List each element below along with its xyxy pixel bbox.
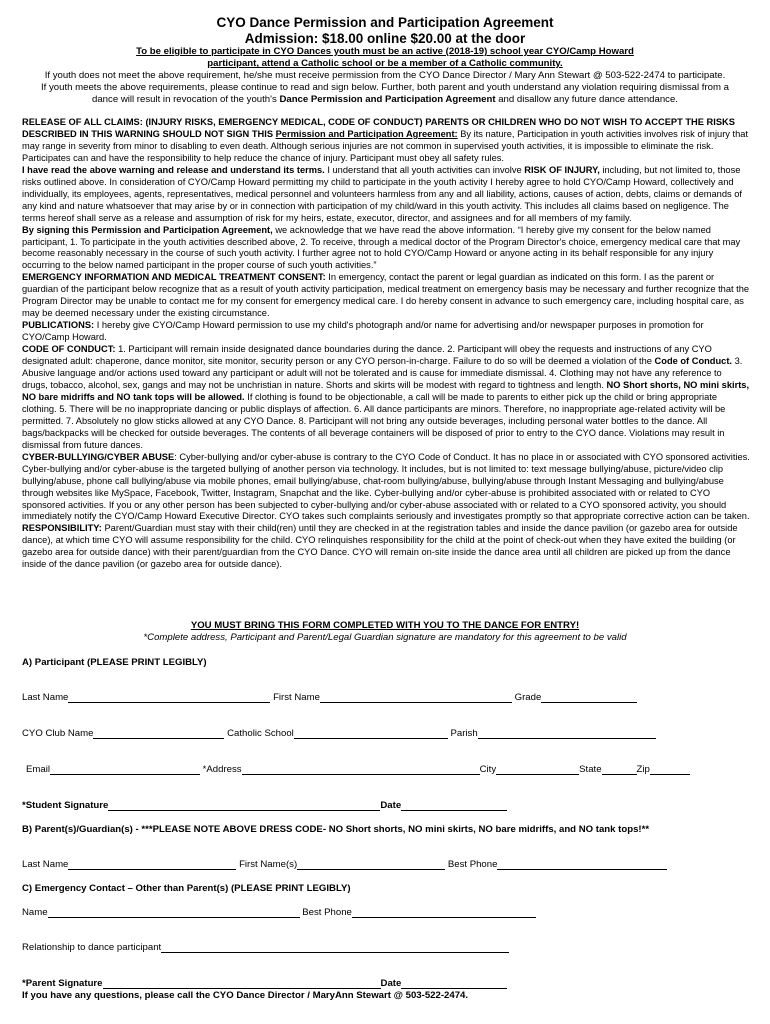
student-signature-field[interactable]: [108, 800, 380, 811]
address-field[interactable]: [242, 764, 480, 775]
release-heading: RELEASE OF ALL CLAIMS: (INJURY RISKS, EMERGENCY MEDICAL, CODE OF CONDUCT) PARENTS OR CHILDREN WHO DO NOT WISH TO ACCEPT THE RISKS DESCRIBED IN THIS WARNING SHOULD NOT SIGN THIS: [22, 117, 735, 139]
mandatory-notice: *Complete address, Participant and Parent/Legal Guardian signature are mandatory for this agreement to be valid: [143, 632, 627, 643]
bring-form-notice: YOU MUST BRING THIS FORM COMPLETED WITH YOU TO THE DANCE FOR ENTRY!: [190, 620, 580, 631]
conduct-text-end: If clothing is found to be objectionable, a call will be made to parents to either pick up the child or bring appropriate clothing. 5. There will be no inappropriate dancing or public displays of affection. 6. All dance participants are minors. Therefore, no inappropriate age-related activity will be permitted. 7. Absolutely no glow sticks allowed at any CYO Dance. 8. Participant will not bring any outside beverages, including personal water bottles to the dance. All bags/backpacks will be checked for outside beverages. The contents of all beverage containers will be disposed of prior to entry to the CYO dance. Violations may result in dismissal from future dances.: [22, 391, 726, 450]
city-label: City: [479, 764, 497, 775]
participant-school-row: [22, 728, 656, 740]
catholic-school-field[interactable]: [294, 728, 448, 739]
conduct-text: 1. Participant will remain inside designated dance boundaries during the dance. 2. Participant will obey the requests and instructions of any CYO designated adult: chaperone, dance monitor, site monitor, security person or any CYO person-in-charge. Failure to do so will be deemed a violation of the: [22, 344, 712, 367]
relationship-row: [22, 942, 509, 954]
conduct-heading: CODE OF CONDUCT:: [22, 344, 116, 355]
publications-text: I hereby give CYO/Camp Howard permission to use my child's photograph and/or name for advertising and/or newspaper purposes in promotion for CYO/Camp Howard.: [22, 320, 704, 343]
release-paragraph: [22, 117, 750, 165]
email-label: Email: [26, 764, 50, 775]
publications-paragraph: [22, 320, 750, 344]
last-name-field[interactable]: [68, 692, 270, 703]
email-field[interactable]: [50, 764, 200, 775]
parent-date-label: Date: [380, 978, 402, 989]
admission-price: Admission: $18.00 online $20.00 at the door: [244, 31, 526, 46]
state-field[interactable]: [602, 764, 637, 775]
parent-date-field[interactable]: [401, 978, 507, 989]
emergency-row: [22, 907, 536, 919]
agreement-name-bold: Dance Permission and Participation Agreement: [279, 94, 496, 105]
state-label: State: [579, 764, 602, 775]
emergency-heading: C) Emergency Contact – Other than Parent(s) (PLEASE PRINT LEGIBLY): [22, 883, 351, 894]
warning-text: I understand that all youth activities can involve: [324, 164, 525, 175]
grade-label: Grade: [514, 692, 542, 703]
dress-code-bold: NO Short shorts, NO mini skirts, NO bare midriffs and NO tank tops will be allowed.: [22, 379, 750, 402]
release-body: [22, 117, 750, 571]
release-text: By its nature, Participation in youth activities involves risk of injury that may range in severity from minor to disabling to even death. Although serious injuries are not common in supervised youth activities, it is impossible to eliminate the risk. Participates can and have the responsibility to help reduce the chance of injury. Participant must obey all safety rules.: [22, 128, 749, 163]
participant-heading: A) Participant (PLEASE PRINT LEGIBLY): [22, 657, 207, 668]
parent-first-names-field[interactable]: [297, 859, 445, 870]
info-line-2: If youth meets the above requirements, please continue to read and sign below. Further, both parent and youth understand any violation requiring dismissal from a: [41, 82, 729, 93]
emergency-text: In emergency, contact the parent or legal guardian as indicated on this form. I as the parent or guardian of the participant below recognize that as a result of youth activity participation, medical treatment on emergency basis may be necessary and further recognize that the Program Director may be unable to contact me for my consent for emergency medical care. I do hereby consent in advance to such emergency care, including hospital care, as may be deemed necessary under the existing circumstance.: [22, 272, 750, 319]
parents-row: [22, 859, 667, 871]
conduct-code-bold: Code of Conduct.: [654, 356, 733, 367]
emergency-paragraph: [22, 272, 750, 320]
student-signature-label: *Student Signature: [22, 800, 109, 811]
cyber-heading: CYBER-BULLYING/CYBER ABUSE: [22, 451, 175, 462]
student-date-field[interactable]: [401, 800, 507, 811]
emergency-name-label: Name: [22, 907, 48, 918]
publications-heading: PUBLICATIONS:: [22, 320, 95, 331]
parents-heading: B) Parent(s)/Guardian(s) - ***PLEASE NOTE ABOVE DRESS CODE- NO Short shorts, NO mini skirts, NO bare midriffs, and NO tank tops!**: [22, 824, 650, 835]
student-signature-row: [22, 800, 507, 812]
parent-phone-label: Best Phone: [447, 859, 498, 870]
risk-of-injury: RISK OF INJURY,: [524, 164, 600, 175]
grade-field[interactable]: [541, 692, 637, 703]
info-line-1: If youth does not meet the above requirement, he/she must receive permission from the CYO Dance Director / Mary Ann Stewart @ 503-522-2474 to participate.: [44, 70, 726, 81]
parent-signature-field[interactable]: [103, 978, 381, 989]
club-name-label: CYO Club Name: [22, 728, 94, 739]
warning-text-cont: including, but not limited to, those risks outlined above. In consideration of CYO/Camp Howard permitting my child to participate in the youth activity I hereby agree to hold CYO/Camp Howard, collectively and individually, its employees, agents, representatives, medical personnel and volunteers harmless from any and all liability, actions, causes of action, debts, claims or demands of any kind and nature whatsoever that may arise by or in connection with participation of my child/ward in this youth activity. This includes all claims based on negligence. The terms hereof shall serve as a release and assumption of risk for my heirs, estate, executor, director, and assignees and for all members of my family.: [22, 164, 743, 223]
info-line-3: [0, 94, 770, 106]
signing-heading: By signing this Permission and Participation Agreement,: [22, 224, 273, 235]
form-title: CYO Dance Permission and Participation Agreement: [216, 15, 554, 30]
catholic-school-label: Catholic School: [227, 728, 294, 739]
release-agreement-link: Permission and Participation Agreement:: [275, 128, 458, 139]
emergency-phone-field[interactable]: [352, 907, 536, 918]
zip-field[interactable]: [650, 764, 690, 775]
participant-address-row: [22, 764, 690, 776]
first-name-label: First Name: [273, 692, 320, 703]
warning-heading: I have read the above warning and release and understand its terms.: [22, 164, 325, 175]
cyber-paragraph: [22, 452, 750, 524]
cyber-text: : Cyber-bullying and/or cyber-abuse is contrary to the CYO Code of Conduct. It has no place in or associated with CYO sponsored activities. Cyber-bullying and/or cyber-abuse is the targeted bullying of another person via technology. It includes, but is not limited to: text message bullying/abuse, picture/video clip bullying/abuse, phone call bullying/abuse via mobile phones, email bullying/abuse, chat-room bullying/abuse, bullying/abuse through Instant Messaging and bullying/abuse through websites like MySpace, Facebook, Twitter, Instagram, Snapchat and the like. Cyber-bullying and/or cyber-abuse is prohibited associated with or related to CYO sponsored activities. If you or any other person has been subjected to cyber-bullying and/or cyber-abuse associated with or related to a CYO sponsored activity, you should immediately notify the CYO/Camp Howard Executive Director. CYO takes such complaints seriously and investigates promptly so that appropriate corrective action can be taken.: [22, 451, 750, 522]
parent-phone-field[interactable]: [497, 859, 667, 870]
participant-name-row: [22, 692, 637, 704]
relationship-label: Relationship to dance participant: [22, 942, 162, 953]
questions-footer: If you have any questions, please call the CYO Dance Director / MaryAnn Stewart @ 503-522-2474.: [22, 990, 469, 1001]
emergency-heading: EMERGENCY INFORMATION AND MEDICAL TREATMENT CONSENT:: [22, 272, 326, 283]
parent-signature-label: *Parent Signature: [22, 978, 103, 989]
city-field[interactable]: [496, 764, 579, 775]
parent-last-name-label: Last Name: [22, 859, 69, 870]
parish-label: Parish: [450, 728, 478, 739]
responsibility-text: Parent/Guardian must stay with their child(ren) until they are checked in at the registration tables and inside the dance pavilion (or gazebo area for outside dance), at which time CYO will assume responsibility for the child. CYO relinquishes responsibility for the child at the point of check-out when they have exited the building (or gazebo area for outside dance) with their parent/guardian from the CYO Dance. CYO will remain on-site inside the dance area until all children are picked up from the dance inside of the dance pavilion (or gazebo area for outside dance).: [22, 523, 738, 570]
eligibility-line-1: To be eligible to participate in CYO Dances youth must be an active (2018-19) school year CYO/Camp Howard: [136, 46, 634, 57]
signing-paragraph: [22, 225, 750, 273]
conduct-paragraph: [22, 344, 750, 452]
parish-field[interactable]: [478, 728, 656, 739]
info-line-3-end: and disallow any future dance attendance.: [495, 94, 678, 105]
last-name-label: Last Name: [22, 692, 69, 703]
signing-text: we acknowledge that we have read the above information. “I hereby give my consent for the below named participant, 1. To participate in the youth activities described above, 2. To receive, through a medical doctor of the Program Director's choice, emergency medical care that may become reasonably necessary in the course of such youth activity. I further agree not to hold CYO/Camp Howard or anyone acting in its behalf responsible for any injury occurring to the below named participant in the proper course of such youth activities.”: [22, 224, 741, 271]
responsibility-paragraph: [22, 523, 750, 571]
emergency-name-field[interactable]: [48, 907, 300, 918]
parent-signature-row: [22, 978, 507, 990]
responsibility-heading: RESPONSIBILITY:: [22, 523, 102, 534]
info-line-3-text: dance will result in revocation of the youth's: [92, 94, 280, 105]
parent-first-names-label: First Name(s): [239, 859, 298, 870]
address-label: *Address: [202, 764, 242, 775]
eligibility-line-2: participant, attend a Catholic school or be a member of a Catholic community.: [207, 58, 563, 69]
relationship-field[interactable]: [161, 942, 509, 953]
parent-last-name-field[interactable]: [68, 859, 236, 870]
conduct-text-cont: 3. Abusive language and/or actions used toward any participant or adult will not be tolerated and is cause for immediate dismissal. 4. Clothing may not have any reference to drugs, tobacco, alcohol, sex, gangs and may not be unchristian in nature. Shorts and skirts will be modest with regard to tightness and length.: [22, 356, 743, 390]
emergency-phone-label: Best Phone: [302, 907, 352, 918]
warning-paragraph: [22, 165, 750, 225]
club-name-field[interactable]: [93, 728, 224, 739]
zip-label: Zip: [636, 764, 650, 775]
first-name-field[interactable]: [320, 692, 512, 703]
student-date-label: Date: [380, 800, 402, 811]
